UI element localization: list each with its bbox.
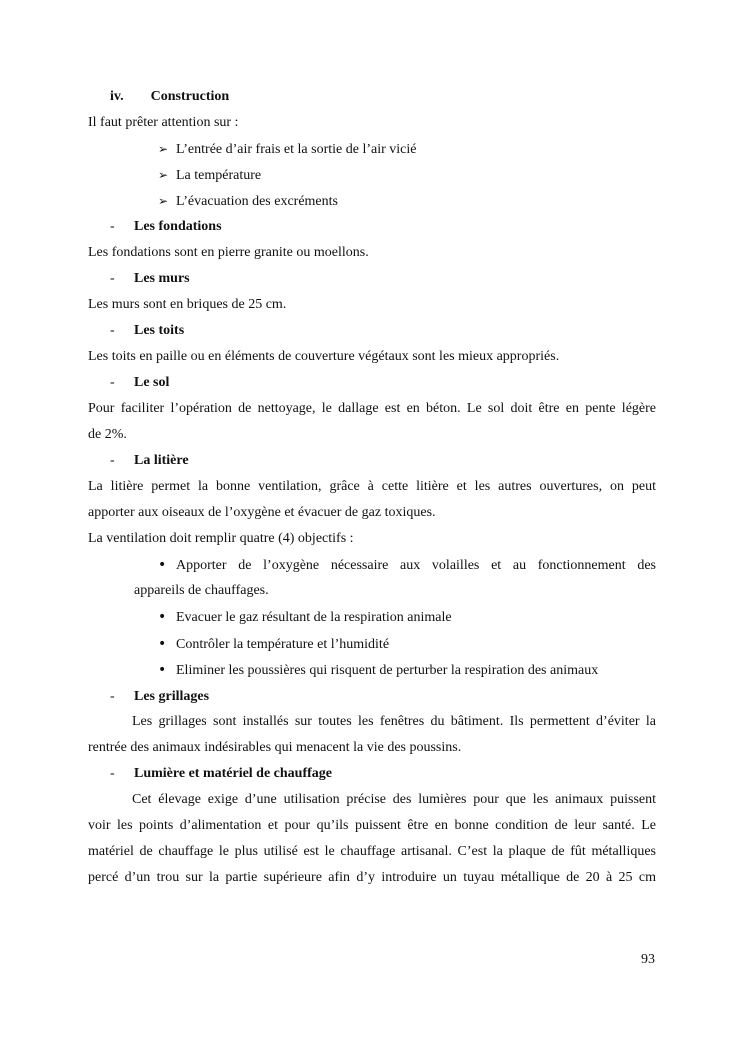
paragraph-toits: Les toits en paille ou en éléments de couverture végétaux sont les mieux appropriés. (88, 349, 560, 364)
list-item: ➢ La température (158, 168, 262, 183)
paragraph-litiere-line: La litière permet la bonne ventilation, grâce à cette litière et les autres ouvertures, on peut (88, 479, 656, 494)
arrow-bullet-icon: ➢ (158, 194, 169, 208)
ventilation-intro: La ventilation doit remplir quatre (4) objectifs : (88, 531, 354, 546)
paragraph-murs: Les murs sont en briques de 25 cm. (88, 297, 287, 312)
subheading-sol: - Le sol (110, 375, 170, 390)
list-item: ➢ L’entrée d’air frais et la sortie de l’air vicié (158, 142, 417, 157)
intro-text: Il faut prêter attention sur : (88, 115, 239, 130)
subheading-fondations: - Les fondations (110, 219, 222, 234)
paragraph-litiere-line: apporter aux oiseaux de l’oxygène et évacuer de gaz toxiques. (88, 505, 436, 520)
subheading-murs: - Les murs (110, 271, 190, 286)
bullet-dot-icon: • (158, 557, 167, 573)
paragraph-lumiere-line: matériel de chauffage le plus utilisé est le chauffage artisanal. C’est la plaque de fût métalliques (88, 844, 656, 859)
paragraph-fondations: Les fondations sont en pierre granite ou moellons. (88, 245, 369, 260)
paragraph-grillages-line: Les grillages sont installés sur toutes les fenêtres du bâtiment. Ils permettent d’éviter la (132, 714, 656, 729)
subheading-toits: - Les toits (110, 323, 185, 338)
objective-item-continuation: appareils de chauffages. (134, 583, 269, 598)
arrow-bullet-icon: ➢ (158, 168, 169, 182)
paragraph-sol-line: de 2%. (88, 427, 127, 442)
paragraph-lumiere-line: percé d’un trou sur la partie supérieure afin d’y introduire un tuyau métallique de 20 à 25 cm (88, 870, 656, 885)
paragraph-lumiere-line: voir les points d’alimentation et pour qu’ils puissent être en bonne condition de leur santé. Le (88, 818, 656, 833)
bullet-dot-icon: • (158, 609, 167, 625)
page-number: 93 (641, 952, 655, 967)
bullet-dot-icon: • (158, 636, 167, 652)
paragraph-sol-line: Pour faciliter l’opération de nettoyage, le dallage est en béton. Le sol doit être en pente légère (88, 401, 656, 416)
section-number: iv. (110, 89, 124, 104)
list-item: ➢ L’évacuation des excréments (158, 194, 338, 209)
objective-item: • Evacuer le gaz résultant de la respiration animale (158, 609, 452, 625)
subheading-grillages: - Les grillages (110, 689, 210, 704)
paragraph-lumiere-line: Cet élevage exige d’une utilisation précise des lumières pour que les animaux puissent (132, 792, 656, 807)
subheading-litiere: - La litière (110, 453, 189, 468)
section-heading (110, 88, 229, 106)
section-title: Construction (150, 89, 230, 104)
bullet-dot-icon: • (158, 662, 167, 678)
paragraph-grillages-line: rentrée des animaux indésirables qui menacent la vie des poussins. (88, 740, 462, 755)
subheading-lumiere: - Lumière et matériel de chauffage (110, 766, 333, 781)
objective-item: • Apporter de l’oxygène nécessaire aux volailles et au fonctionnement des (158, 557, 656, 573)
objective-item: • Contrôler la température et l’humidité (158, 636, 390, 652)
objective-item: • Eliminer les poussières qui risquent de perturber la respiration des animaux (158, 662, 599, 678)
arrow-bullet-icon: ➢ (158, 142, 169, 156)
